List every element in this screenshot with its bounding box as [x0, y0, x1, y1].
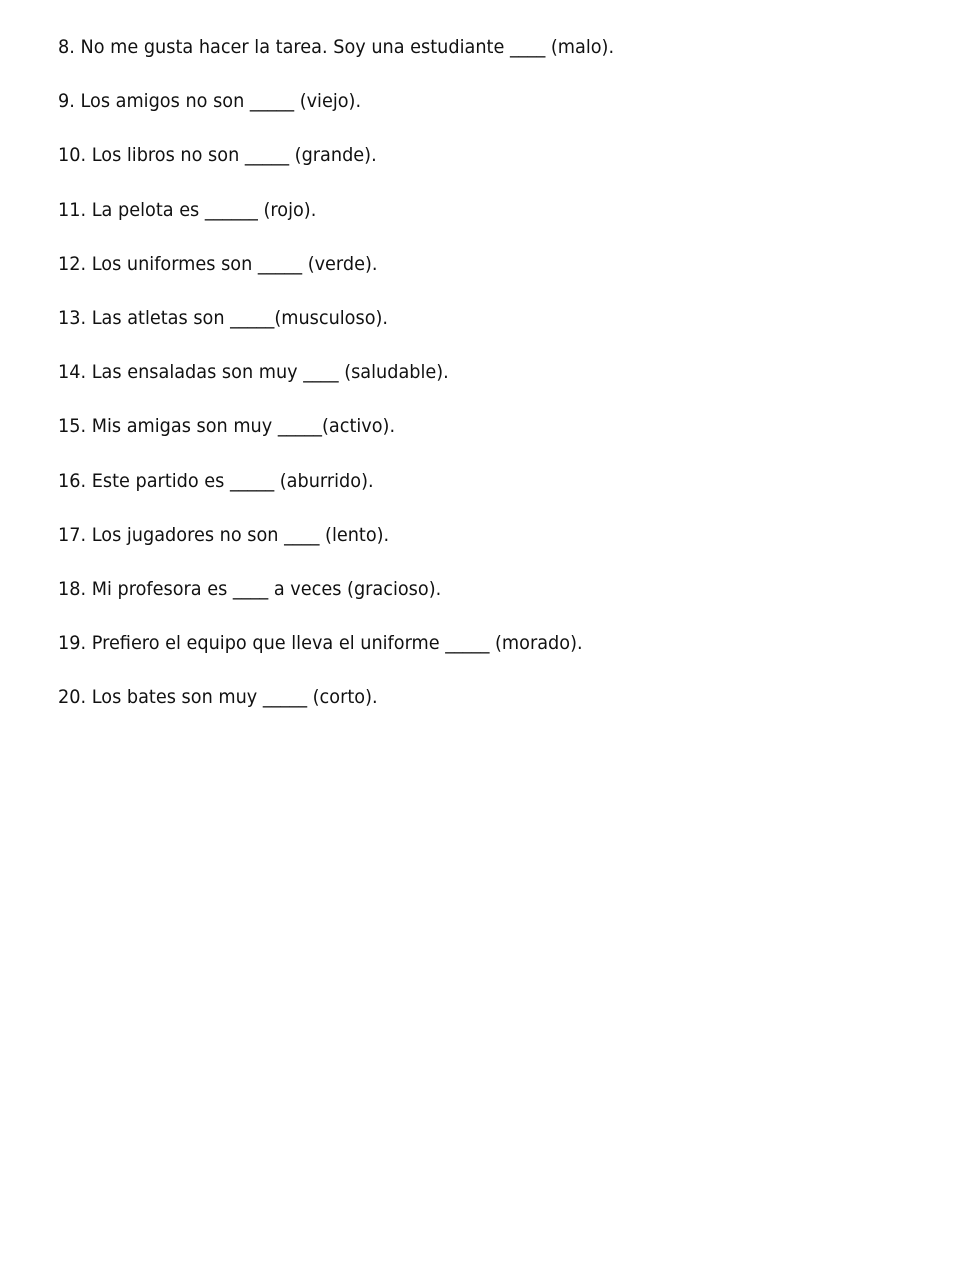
exercise-item: 8. No me gusta hacer la tarea. Soy una estudiante ____ (malo).: [58, 36, 615, 58]
exercise-item: 13. Las atletas son _____(musculoso).: [58, 306, 389, 329]
worksheet: [58, 34, 958, 738]
exercise-item: 16. Este partido es _____ (aburrido).: [58, 469, 374, 492]
exercise-item: 9. Los amigos no son _____ (viejo).: [58, 90, 362, 113]
exercise-item: 20. Los bates son muy _____ (corto).: [58, 686, 378, 709]
exercise-item: 17. Los jugadores no son ____ (lento).: [58, 523, 390, 546]
exercise-item: 18. Mi profesora es ____ a veces (gracioso).: [58, 577, 442, 600]
exercise-item: 12. Los uniformes son _____ (verde).: [58, 252, 378, 275]
exercise-item: 14. Las ensaladas son muy ____ (saludable).: [58, 361, 449, 384]
exercise-item: 15. Mis amigas son muy _____(activo).: [58, 415, 396, 438]
exercise-item: 10. Los libros no son _____ (grande).: [58, 144, 377, 167]
exercise-item: 11. La pelota es ______ (rojo).: [58, 198, 317, 221]
exercise-item: 19. Prefiero el equipo que lleva el uniforme _____ (morado).: [58, 632, 583, 655]
